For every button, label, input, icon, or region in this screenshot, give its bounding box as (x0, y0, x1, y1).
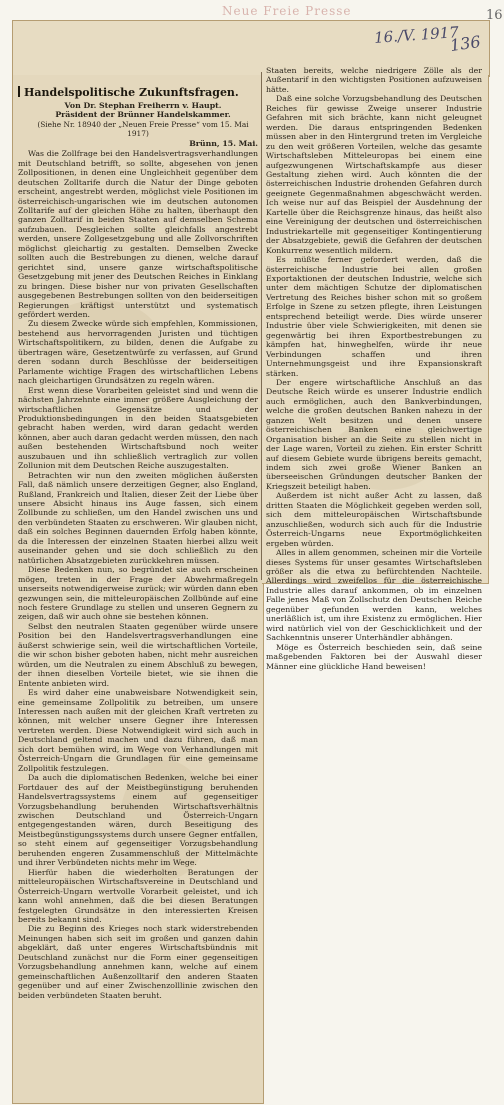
article-paragraph: Erst wenn diese Vorarbeiten geleistet sind und wenn die nächsten Jahrzehnte eine immer größere Ausgleichung der wirtschaftlichen Gegensätze und der Produktionsbedingungen in den beiden Staatsgebieten gebracht haben werden, wird daran gedacht werden können, aber auch daran gedacht werden müssen, den nach außen bestehenden Wirtschaftsbund noch weiter auszubauen und ihn schließlich vertraglich zur vollen Zollunion mit dem Deutschen Reiche auszugestalten. (18, 385, 258, 471)
handwritten-archive-number: 136 (448, 31, 482, 56)
article-right-column (266, 66, 482, 671)
article-paragraph: Staaten bereits, welche niedrigere Zölle als der Außentarif in den wichtigsten Positionen aufzuweisen hätte. (266, 66, 482, 94)
article-paragraph: Es wird daher eine unabweisbare Notwendigkeit sein, eine gemeinsame Zollpolitik zu betreiben, um unsere Interessen nach außen mit der gleichen Kraft vertreten zu können, mit welcher unsere Gegner ihre Interessen vertreten werden. Diese Notwendigkeit wird sich auch in Deutschland geltend machen und dazu führen, daß man sich dort bemühen wird, im Wege von Verhandlungen mit Österreich-Ungarn die Grundlagen für eine gemeinsame Zollpolitik festzulegen. (18, 688, 258, 773)
article-dateline: Brünn, 15. Mai. (189, 138, 258, 148)
article-paragraph: Hierfür haben die wiederholten Beratungen der mitteleuropäischen Wirtschaftsvereine in Deutschland und Österreich-Ungarn wertvolle Vorarbeit geleistet, und ich kann wohl annehmen, daß die bei diesen Beratungen festgelegten Grundsätze in den interessierten Kreisen bereits bekannt sind. (18, 867, 258, 924)
article-byline: Von Dr. Stephan Freiherrn v. Haupt. (64, 101, 222, 110)
column-rule (261, 72, 262, 580)
article-paragraph: Alles in allem genommen, scheinen mir die Vorteile dieses Systems für unser gesamtes Wirtschaftsleben größer als die etwa zu befürchtenden Nachteile. Allerdings wird zweifellos für die österreichische Industrie alles darauf ankommen, ob im einzelnen Falle jenes Maß von Zollschutz den Deutschen Reiche gegenüber gefunden werden kann, welches unerläßlich ist, um ihre Existenz zu ermöglichen. Hier wird natürlich viel von der Geschicklichkeit und der Sachkenntnis unserer Unterhändler abhängen. (266, 548, 482, 643)
newspaper-masthead-stamp: Neue Freie Presse (222, 4, 352, 18)
article-left-column (18, 86, 258, 1098)
title-bar-mark (18, 86, 20, 97)
article-paragraph: Diese Bedenken nun, so begründet sie auch erscheinen mögen, treten in der Frage der Abwehrmaßregeln unserseits notwendigerweise zurück; wir würden dann eben gezwungen sein, die mitteleuropäischen Zollbünde auf eine noch festere Grundlage zu stellen und unseren Gegnern zu zeigen, daß wir auch ohne sie bestehen können. (18, 565, 258, 622)
handwritten-date: 16./V. 1917 (373, 23, 460, 47)
article-reference-note: (Siehe Nr. 18940 der „Neuen Freie Presse“ vom 15. Mai 1917) (37, 119, 249, 139)
article-paragraph: Daß eine solche Vorzugsbehandlung des Deutschen Reiches für gewisse Zweige unserer Industrie Gefahren mit sich brächte, kann nicht geleugnet werden. Die daraus entspringenden Bedenken müssen aber in den Hintergrund treten im Vergleiche zu den weit größeren Vorteilen, welche das gesamte Wirtschaftsleben Mitteleuropas bei einem eine aufgezwungenen Wirtschaftskampfe aus dieser Gestaltung ziehen wird. Auch könnten die der österreichischen Industrie drohenden Gefahren durch geeignete Gegenmaßnahmen abgeschwächt werden. Ich weise nur auf das Beispiel der Ausdehnung der Kartelle über die Reichsgrenze hinaus, das heißt also eine Vereinigung der deutschen und österreichischen Industriekartelle mit gegenseitiger Kontingentierung der Absatzgebiete, gewiß die Gefahren der deutschen Konkurrenz wesentlich mildern. (266, 94, 482, 255)
article-title (18, 86, 258, 99)
article-paragraph: Möge es Österreich beschieden sein, daß seine maßgebenden Faktoren bei der Auswahl dieser Männer eine glückliche Hand beweisen! (266, 642, 482, 671)
article-paragraph: Außerdem ist nicht außer Acht zu lassen, daß dritten Staaten die Möglichkeit gegeben werden soll, sich dem mitteleuropäischen Wirtschaftsbunde anzuschließen, wodurch sich auch für die Industrie Österreich-Ungarns neue Exportmöglichkeiten ergeben würden. (266, 491, 482, 548)
article-paragraph: Da auch die diplomatischen Bedenken, welche bei einer Fortdauer des auf der Meistbegünstigung beruhenden Handelsvertragssystems einem auf gegenseitiger Vorzugsbehandlung beruhenden Wirtschaftsverhältnis zwischen Deutschland und Österreich-Ungarn entgegengestanden wären, durch Beseitigung des Meistbegünstigungssystems durch unsere Gegner entfallen, so steht einem auf gegenseitiger Vorzugsbehandlung beruhenden engeren Zusammenschluß der Mittelmächte und ihrer Verbündeten nichts mehr im Wege. (18, 773, 258, 868)
article-paragraph: Die zu Beginn des Krieges noch stark widerstrebenden Meinungen haben sich seit im großen und ganzen dahin abgeklärt, daß unter engeres Wirtschaftsbündnis mit Deutschland zunächst nur die Form einer gegenseitigen Vorzugsbehandlung annehmen kann, welche auf einem gemeinschaftlichen Außenzolltarif den anderen Staaten gegenüber und auf einer Zwischenzolllinie zwischen den beiden verbündeten Staaten beruht. (18, 924, 258, 1000)
article-paragraph: Zu diesem Zwecke würde sich empfehlen, Kommissionen, bestehend aus hervorragenden Juristen und tüchtigen Wirtschaftspolitikern, zu bilden, denen die Aufgabe zu übertragen wäre, Gesetzentwürfe zu verfassen, auf Grund deren sodann durch Beschlüsse der beiderseitigen Parlamente wichtige Fragen des wirtschaftlichen Lebens nach gleichartigen Grundsätzen zu regeln wären. (18, 319, 258, 386)
article-paragraph: Betrachten wir nun den zweiten möglichen äußersten Fall, daß nämlich unsere derzeitigen Gegner, also England, Rußland, Frankreich und Italien, dieser Zeit der Liebe über unsere Absicht hinaus ins Auge fassen, sich einem Zollbunde zu schließen, um den Handel zwischen uns und den verbündeten Staaten zu erschweren. Wir glauben nicht, daß ein solches Beginnen dauernden Erfolg haben könnte, da die Interessen der einzelnen Staaten hierbei allzu weit auseinander gehen und sie doch schließlich zu den natürlichen Absatzgebieten zurückkehren müssen. (18, 470, 258, 565)
author-position: Präsident der Brünner Handelskammer. (55, 110, 231, 120)
article-paragraph: Selbst den neutralen Staaten gegenüber würde unsere Position bei den Handelsvertragsverhandlungen eine äußerst schwierige sein, weil die wirtschaftlichen Vorteile, die wir schon bisher geboten haben, nicht mehr ausreichen würden, um die Neutralen zu einem Abschluß zu bewegen, der ihnen dieselben Vorteile bietet, wie sie ihnen die Entente anbieten wird. (18, 621, 258, 688)
article-title-text: Handelspolitische Zukunftsfragen. (24, 86, 239, 99)
article-paragraph: Was die Zollfrage bei den Handelsvertragsverhandlungen mit Deutschland betrifft, so sollte, abgesehen von jenen Zollpositionen, in denen eine Ungleichheit gegenüber dem deutschen Zolltarife durch die Natur der Dinge geboten erscheint, angestrebt werden, möglichst viele Positionen im österreichisch-ungarischen wie im deutschen autonomen Zolltarife auf der gleichen Höhe zu halten, überhaupt den ganzen Zolltarif in beiden Staaten auf demselben Schema aufzubauen. Desgleichen sollte gleichfalls angestrebt werden, unsere Zollgesetzgebung und alle Zollvorschriften möglichst gleichartig zu gestalten. Demselben Zwecke sollten auch die Bestrebungen zu dienen, welche darauf gerichtet sind, unsere ganze wirtschaftspolitische Gesetzgebung mit jener des Deutschen Reiches in Einklang zu bringen. Diese bisher nur von privaten Gesellschaften ausgegebenen Bestrebungen sollten von den beiderseitigen Regierungen kräftigst unterstützt und systematisch gefördert werden. (18, 149, 258, 319)
article-paragraph: Es müßte ferner gefordert werden, daß die österreichische Industrie bei allen großen Exportaktionen der deutschen Industrie, welche sich unter dem mächtigen Schutze der diplomatischen Vertretung des Reiches bisher schon mit so großem Erfolge in Szene zu setzen pflegte, ihren Leistungen entsprechend beteiligt werde. Dies würde unserer Industrie über viele Schwierigkeiten, mit denen sie gegenwärtig bei ihren Exportbestrebungen zu kämpfen hat, hinweghelfen, würde ihr neue Verbindungen schaffen und ihren Unternehmungsgeist und ihre Expansionskraft stärken. (266, 255, 482, 378)
article-paragraph: Der engere wirtschaftliche Anschluß an das Deutsche Reich würde es unserer Industrie endlich auch ermöglichen, auch den Bankverbindungen, welche die großen deutschen Banken nahezu in der ganzen Welt besitzen und denen unsere österreichischen Banken eine gleichwertige Organisation bisher an die Seite zu stellen nicht in der Lage waren, Vorteil zu ziehen. Ein erster Schritt auf diesem Gebiete wurde übrigens bereits gemacht, indem sich zwei große Wiener Banken an überseeischen Gründungen deutscher Banken der Kriegszeit beteiligt haben. (266, 377, 482, 491)
corner-page-mark: 16 (486, 8, 503, 23)
